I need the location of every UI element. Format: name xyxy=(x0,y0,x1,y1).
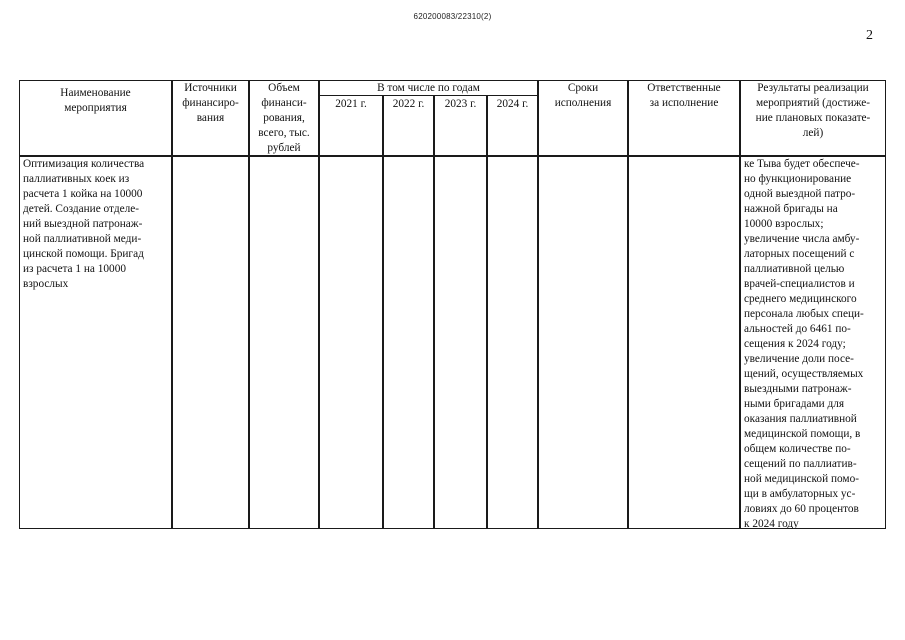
header-by-years xyxy=(319,80,538,96)
header-source-label: Источники финансиро- вания xyxy=(182,82,239,124)
row-volume xyxy=(249,156,319,529)
header-responsible-label: Ответственные за исполнение xyxy=(647,82,721,109)
header-results-label: Результаты реализации мероприятий (достиже- ние плановых показате- лей) xyxy=(755,82,871,139)
header-deadline-label: Сроки исполнения xyxy=(554,82,612,109)
header-year-2021-label: 2021 г. xyxy=(335,98,367,110)
document-id: 620200083/22310(2) xyxy=(413,12,492,21)
header-volume xyxy=(249,80,319,156)
header-year-2024 xyxy=(487,95,538,156)
header-year-2021 xyxy=(319,95,383,156)
row-year-2021 xyxy=(319,156,383,529)
header-year-2023 xyxy=(434,95,487,156)
header-deadline xyxy=(538,80,628,156)
header-year-2022 xyxy=(383,95,434,156)
page-number: 2 xyxy=(866,28,873,43)
header-year-2023-label: 2023 г. xyxy=(444,98,477,110)
row-year-2023 xyxy=(434,156,487,529)
header-year-2022-label: 2022 г. xyxy=(392,98,425,110)
row-name xyxy=(19,156,172,529)
header-year-2024-label: 2024 г. xyxy=(496,98,529,110)
header-source xyxy=(172,80,249,156)
row-year-2024 xyxy=(487,156,538,529)
row-responsible xyxy=(628,156,740,529)
header-name-label: Наименование мероприятия xyxy=(60,87,131,114)
row-results xyxy=(740,156,886,529)
row-results-text: ке Тыва будет обеспече- но функционирование одной выездной патро- нажной бригады на 10000 взрослых; увеличение числа амбу- латорных посещений с паллиативной целью врачей-специалистов и среднего медицинского персонала любых специ- альностей до 6461 по- сещения к 2024 году; увеличение доли посе- щений, осуществляемых выездными патронаж- ными бригадами для оказания паллиативной медицинской помощи, в общем количестве по- сещений по паллиатив- ной медицинской помо- щи в амбулаторных ус- ловиях до 60 процентов к 2024 году xyxy=(744,158,864,529)
header-responsible xyxy=(628,80,740,156)
header-results xyxy=(740,80,886,156)
header-name xyxy=(19,80,172,156)
header-by-years-label: В том числе по годам xyxy=(377,82,480,94)
header-volume-label: Объем финанси- рования, всего, тыс. рублей xyxy=(258,82,310,154)
row-year-2022 xyxy=(383,156,434,529)
row-name-text: Оптимизация количества паллиативных коек из расчета 1 койка на 10000 детей. Создание отделе- ний выездной патронаж- ной паллиативной меди- цинской помощи. Бригад из расчета 1 на 10000 взрослых xyxy=(23,158,145,290)
row-deadline xyxy=(538,156,628,529)
row-source xyxy=(172,156,249,529)
